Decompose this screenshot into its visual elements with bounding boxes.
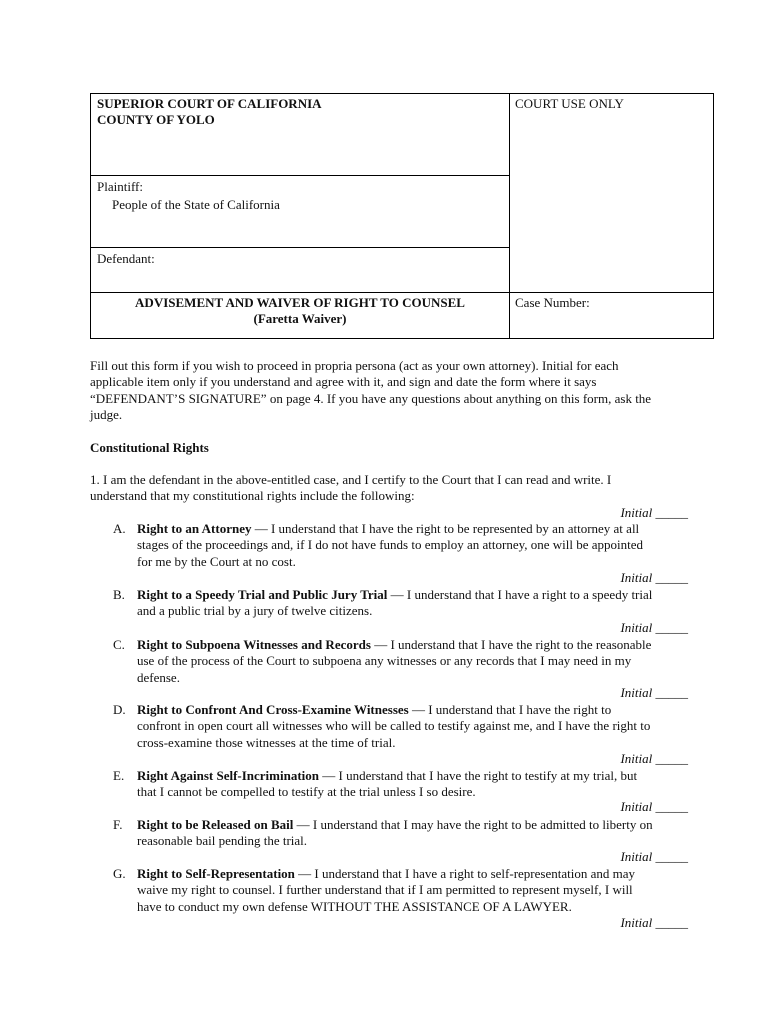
initial-field[interactable]: Initial _____ xyxy=(620,849,688,864)
initial-field[interactable]: Initial _____ xyxy=(620,685,688,700)
right-text: have to conduct my own defense WITHOUT THE ASSISTANCE OF A LAWYER. xyxy=(137,898,572,914)
case-number-field[interactable] xyxy=(510,293,713,338)
right-item-c xyxy=(113,637,693,686)
item-letter: C. xyxy=(113,637,125,652)
court-use-only-label: COURT USE ONLY xyxy=(515,96,624,111)
right-item-e xyxy=(113,768,693,801)
section-heading: Constitutional Rights xyxy=(90,440,209,455)
right-text: — I understand that I have the right to the reasonable xyxy=(370,637,652,652)
right-title: Right to Subpoena Witnesses and Records xyxy=(137,637,371,652)
intro-line: judge. xyxy=(90,406,123,422)
county-name: COUNTY OF YOLO xyxy=(97,112,215,128)
right-item-b xyxy=(113,587,693,620)
right-text: reasonable bail pending the trial. xyxy=(137,833,308,849)
right-text: waive my right to counsel. I further understand that if I am permitted to represent myself, I will xyxy=(137,882,633,898)
right-title: Right to an Attorney xyxy=(137,521,252,536)
plaintiff-field[interactable] xyxy=(91,176,510,248)
right-text: confront in open court all witnesses who will be called to testify against me, and I have the right to xyxy=(137,718,651,734)
right-title: Right Against Self-Incrimination xyxy=(137,768,320,783)
initial-field[interactable]: Initial _____ xyxy=(620,570,688,585)
initial-field[interactable]: Initial _____ xyxy=(620,620,688,635)
item-letter: B. xyxy=(113,587,125,602)
right-text: that I cannot be compelled to testify at the trial unless I so desire. xyxy=(137,784,476,800)
right-item-g xyxy=(113,866,693,915)
plaintiff-label: Plaintiff: xyxy=(97,179,143,194)
item-letter: G. xyxy=(113,866,126,881)
right-item-a xyxy=(113,521,693,570)
right-text: for me by the Court at no cost. xyxy=(137,553,296,569)
right-item-f xyxy=(113,817,693,850)
right-text: stages of the proceedings and, if I do not have funds to employ an attorney, one will be appointed xyxy=(137,537,644,553)
right-text: and a public trial by a jury of twelve citizens. xyxy=(137,603,373,619)
right-text: use of the process of the Court to subpoena any witnesses or any records that I may need in my xyxy=(137,653,632,669)
defendant-label: Defendant: xyxy=(97,251,155,266)
intro-line: Fill out this form if you wish to proceed in propria persona (act as your own attorney). Initial for each xyxy=(90,358,619,373)
initial-field[interactable]: Initial _____ xyxy=(620,799,688,814)
item-1-line: understand that my constitutional rights include the following: xyxy=(90,488,415,504)
initial-field[interactable]: Initial _____ xyxy=(620,505,688,520)
right-text: — I understand that I have the right to testify at my trial, but xyxy=(319,768,638,783)
right-title: Right to Self-Representation xyxy=(137,866,295,881)
item-1-paragraph xyxy=(90,472,694,505)
right-text: — I understand that I may have the right to be admitted to liberty on xyxy=(293,817,653,832)
initial-field[interactable]: Initial _____ xyxy=(620,751,688,766)
defendant-field[interactable] xyxy=(91,248,510,293)
item-letter: E. xyxy=(113,768,125,783)
right-text: — I understand that I have a right to self-representation and may xyxy=(294,866,635,881)
case-number-label: Case Number: xyxy=(515,295,590,310)
right-text: defense. xyxy=(137,669,180,685)
right-title: Right to Confront And Cross-Examine Witnesses xyxy=(137,702,409,717)
item-letter: A. xyxy=(113,521,126,536)
intro-line: “DEFENDANT’S SIGNATURE” on page 4. If you have any questions about anything on this form, ask the xyxy=(90,390,652,406)
right-item-d xyxy=(113,702,693,751)
item-letter: F. xyxy=(113,817,123,832)
form-subtitle: (Faretta Waiver) xyxy=(253,311,347,327)
plaintiff-value: People of the State of California xyxy=(112,197,280,213)
right-title: Right to a Speedy Trial and Public Jury Trial xyxy=(137,587,388,602)
item-1-line: 1. I am the defendant in the above-entitled case, and I certify to the Court that I can read and write. I xyxy=(90,472,612,487)
item-letter: D. xyxy=(113,702,126,717)
form-title-cell xyxy=(91,293,510,338)
court-name: SUPERIOR COURT OF CALIFORNIA xyxy=(97,96,322,111)
court-name-cell xyxy=(91,94,510,176)
right-title: Right to be Released on Bail xyxy=(137,817,294,832)
initial-field[interactable]: Initial _____ xyxy=(620,915,688,930)
right-text: — I understand that I have a right to a speedy trial xyxy=(387,587,653,602)
form-title: ADVISEMENT AND WAIVER OF RIGHT TO COUNSEL xyxy=(135,295,465,310)
right-text: — I understand that I have the right to be represented by an attorney at all xyxy=(251,521,640,536)
intro-line: applicable item only if you understand and agree with it, and sign and date the form where it says xyxy=(90,374,597,390)
caption-table xyxy=(90,93,714,339)
right-text: cross-examine those witnesses at the time of trial. xyxy=(137,734,396,750)
intro-paragraph xyxy=(90,358,694,423)
court-use-only-cell xyxy=(510,94,713,293)
right-text: — I understand that I have the right to xyxy=(408,702,612,717)
